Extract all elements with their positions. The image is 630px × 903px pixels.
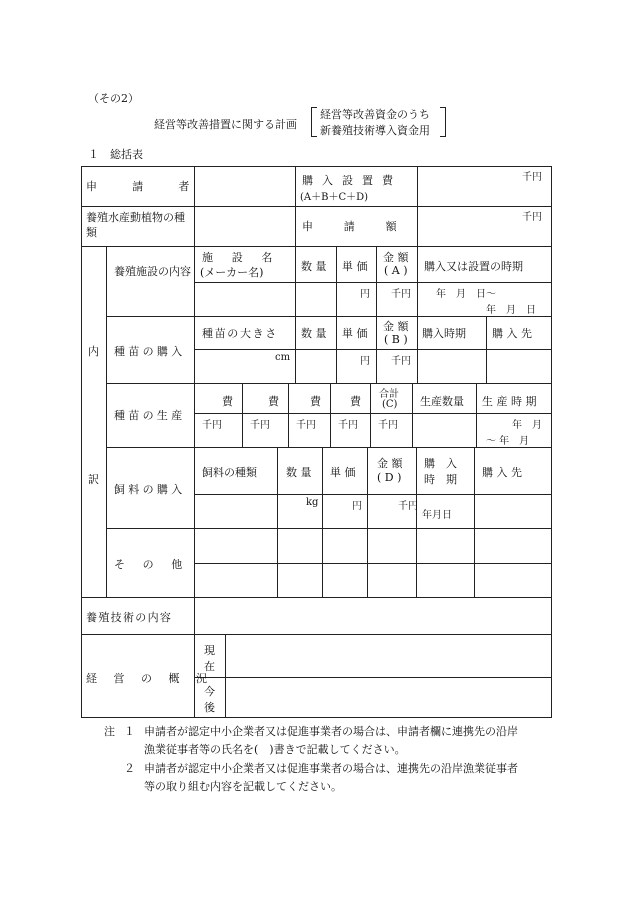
species-field[interactable]: [195, 207, 294, 245]
note-2-line-2: 等の取り組む内容を記載してください。: [144, 780, 342, 793]
note-1-line-1: 申請者が認定中小企業者又は促進事業者の場合は、申請者欄に連携先の沿岸: [144, 725, 518, 738]
production-total-code: (C): [382, 399, 398, 410]
bracket-line-2: 新養殖技術導入資金用: [320, 124, 430, 137]
applicant-label: 申 請 者: [86, 180, 202, 193]
facility-col-qty: 数 量: [301, 260, 327, 273]
feed-unit-thousand-yen: 千円: [398, 501, 418, 512]
facility-col-period: 購入又は設置の時期: [424, 260, 523, 273]
section-title: １ 総括表: [88, 148, 143, 161]
feed-col-period-2: 時 期: [424, 473, 457, 486]
current-label-2: 在: [204, 660, 215, 673]
management-future-field[interactable]: [226, 678, 550, 716]
purchase-cost-field[interactable]: [418, 167, 550, 205]
breakdown-label-1: 内: [88, 345, 99, 358]
feed-col-qty: 数 量: [286, 466, 312, 479]
form-number: （その2）: [88, 92, 139, 105]
feed-col-amount-code: ( D ): [377, 471, 402, 484]
seedling-purchase-col-amount: 金 額: [383, 320, 409, 333]
future-label-2: 後: [204, 701, 215, 714]
feed-unit-kg: kg: [306, 497, 319, 508]
production-total-label: 合計: [379, 389, 399, 400]
seedling-purchase-col-unit-price: 単 価: [342, 327, 368, 340]
facility-row-label: 養殖施設の内容: [114, 265, 191, 278]
seedling-purchase-col-period: 購入時期: [422, 327, 466, 340]
seedling-purchase-col-size: 種苗の大きさ: [202, 327, 278, 340]
facility-period-line-2: 年 月 日: [486, 305, 536, 316]
facility-col-name: 施 設 名: [202, 251, 277, 264]
seedling-purchase-col-qty: 数 量: [301, 327, 327, 340]
note-2-number: ２: [124, 762, 135, 775]
production-col-quantity: 生産数量: [420, 395, 464, 408]
bracket-line-1: 経営等改善資金のうち: [320, 108, 430, 121]
applicant-field[interactable]: [195, 167, 294, 205]
purchase-cost-formula: (A＋B＋C＋D): [300, 192, 369, 203]
requested-amount-field[interactable]: [418, 207, 550, 245]
production-cost-label-1: 費: [222, 395, 233, 408]
production-unit-2: 千円: [250, 420, 270, 431]
seedling-purchase-col-amount-code: ( B ): [384, 333, 408, 346]
facility-period-line-1: 年 月 日〜: [436, 289, 496, 300]
feed-unit-yen: 円: [352, 501, 362, 512]
breakdown-label-2: 訳: [88, 473, 99, 486]
production-unit-1: 千円: [202, 420, 222, 431]
production-period-line-1: 年 月: [512, 420, 542, 431]
feed-col-period-1: 購 入: [424, 457, 457, 470]
bracket-right: [440, 107, 446, 137]
production-period-line-2: 〜 年 月: [486, 436, 530, 447]
other-label: そ の 他: [114, 558, 186, 571]
current-label-1: 現: [204, 644, 215, 657]
management-current-field[interactable]: [226, 635, 550, 676]
feed-col-supplier: 購 入 先: [482, 466, 522, 479]
facility-col-amount: 金 額: [383, 251, 409, 264]
feed-col-amount: 金 額: [377, 457, 403, 470]
production-unit-3: 千円: [296, 420, 316, 431]
facility-col-name-sub: (メーカー名): [200, 266, 264, 279]
note-1-number: １: [124, 725, 135, 738]
production-unit-5: 千円: [378, 420, 398, 431]
production-col-period: 生 産 時 期: [482, 395, 537, 408]
seedling-purchase-row-label: 種苗の購入: [114, 345, 186, 358]
bracket-left: [311, 107, 317, 137]
requested-amount-unit: 千円: [522, 212, 542, 223]
feed-col-unit-price: 単 価: [330, 466, 356, 479]
seedling-purchase-unit-yen: 円: [360, 356, 370, 367]
production-cost-label-4: 費: [350, 395, 361, 408]
facility-name-field[interactable]: [195, 283, 294, 315]
note-2-line-1: 申請者が認定中小企業者又は促進事業者の場合は、連携先の沿岸漁業従事者: [144, 762, 518, 775]
facility-col-amount-code: ( A ): [384, 264, 408, 277]
seedling-production-row-label: 種苗の生産: [114, 409, 186, 422]
purchase-cost-unit: 千円: [522, 172, 542, 183]
facility-unit-thousand-yen: 千円: [391, 289, 411, 300]
management-label: 経 営 の 概 況: [86, 672, 210, 685]
production-unit-4: 千円: [338, 420, 358, 431]
note-1-line-2: 漁業従事者等の氏名を( )書きで記載してください。: [144, 743, 406, 756]
feed-purchase-row-label: 飼料の購入: [114, 483, 186, 496]
technique-field[interactable]: [195, 598, 550, 633]
seedling-purchase-col-supplier: 購 入 先: [492, 327, 532, 340]
feed-date-placeholder: 年月日: [422, 510, 452, 521]
production-cost-label-3: 費: [310, 395, 321, 408]
future-label-1: 今: [204, 685, 215, 698]
notes-prefix: 注: [104, 725, 115, 738]
technique-label: 養殖技術の内容: [86, 611, 173, 624]
seedling-purchase-unit-thousand-yen: 千円: [391, 356, 411, 367]
purchase-cost-label: 購 入 設 置 費: [302, 174, 396, 187]
seedling-purchase-unit-cm: cm: [275, 352, 291, 363]
facility-col-unit-price: 単 価: [342, 260, 368, 273]
facility-unit-yen: 円: [360, 289, 370, 300]
species-label: 養殖水産動植物の種類: [86, 211, 185, 239]
feed-col-type: 飼料の種類: [202, 466, 257, 479]
production-cost-label-2: 費: [268, 395, 279, 408]
plan-title: 経営等改善措置に関する計画: [154, 118, 297, 131]
requested-amount-label: 申 請 額: [302, 220, 407, 233]
